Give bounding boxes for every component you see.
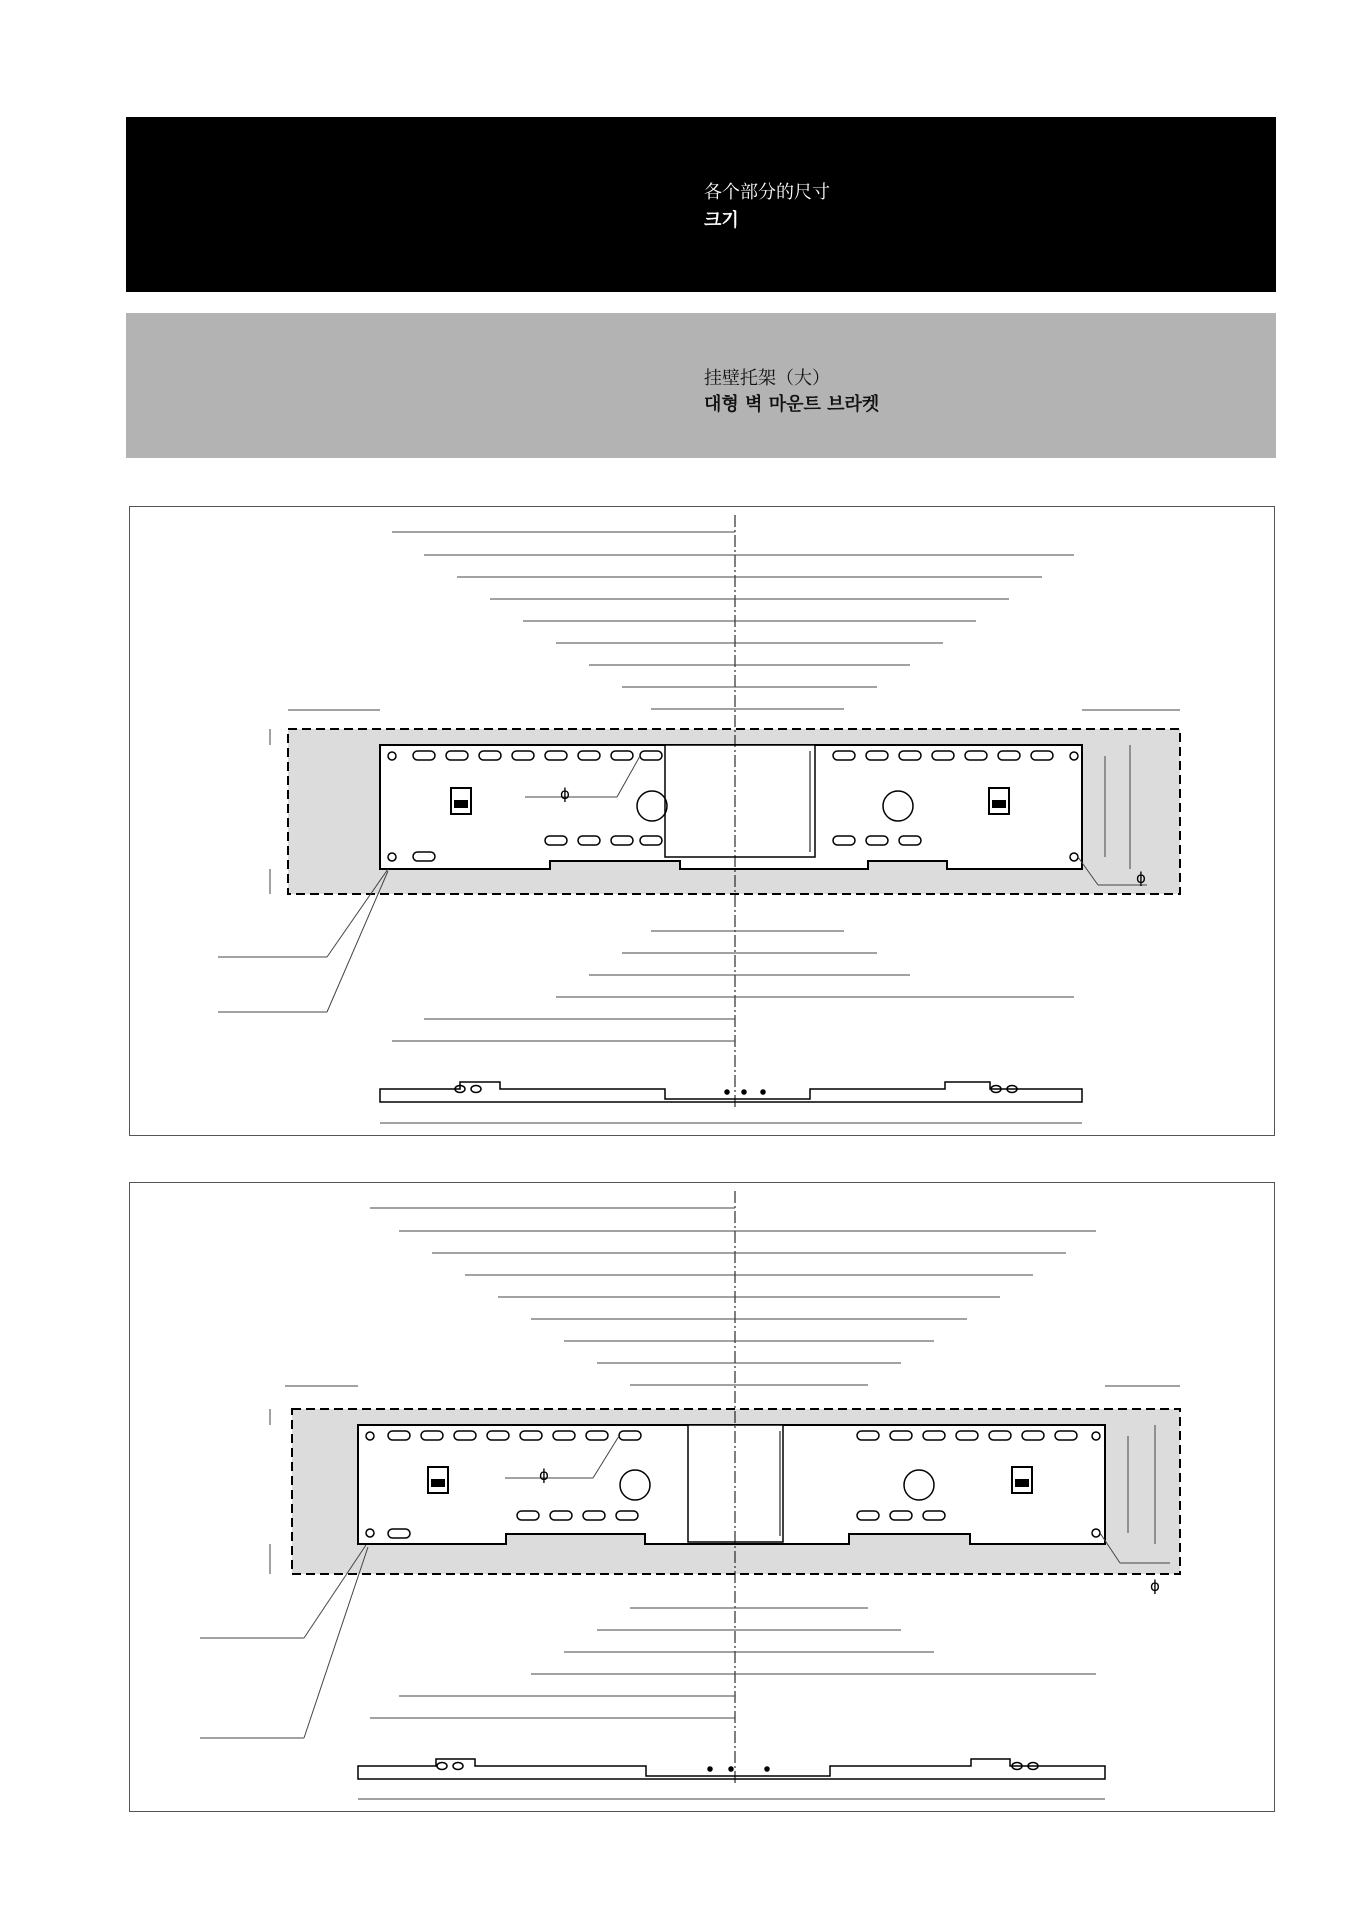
- section-title-chinese: 各个部分的尺寸: [704, 182, 830, 203]
- side-profile-view: [358, 1759, 1105, 1779]
- phi-diameter-label: ϕ: [560, 785, 570, 803]
- section-header-band: [126, 117, 1276, 292]
- bracket-plate: [380, 745, 1082, 869]
- subsection-title-chinese: 挂壁托架（大）: [704, 368, 830, 389]
- side-profile-view: [380, 1082, 1082, 1102]
- subsection-title-korean: 대형 벽 마운트 브라켓: [704, 394, 880, 415]
- phi-diameter-label-corner: ϕ: [1150, 1577, 1160, 1595]
- bracket-diagram-bottom: [129, 1182, 1275, 1812]
- section-title-korean: 크기: [704, 210, 739, 231]
- subsection-header-band: [126, 313, 1276, 458]
- phi-diameter-label: ϕ: [539, 1466, 549, 1484]
- bracket-diagram-top: [129, 506, 1275, 1136]
- bracket-plate: [358, 1425, 1105, 1544]
- phi-diameter-label-corner: ϕ: [1136, 869, 1146, 887]
- bracket-drawing-svg: [130, 1183, 1274, 1811]
- bracket-drawing-svg: [130, 507, 1274, 1135]
